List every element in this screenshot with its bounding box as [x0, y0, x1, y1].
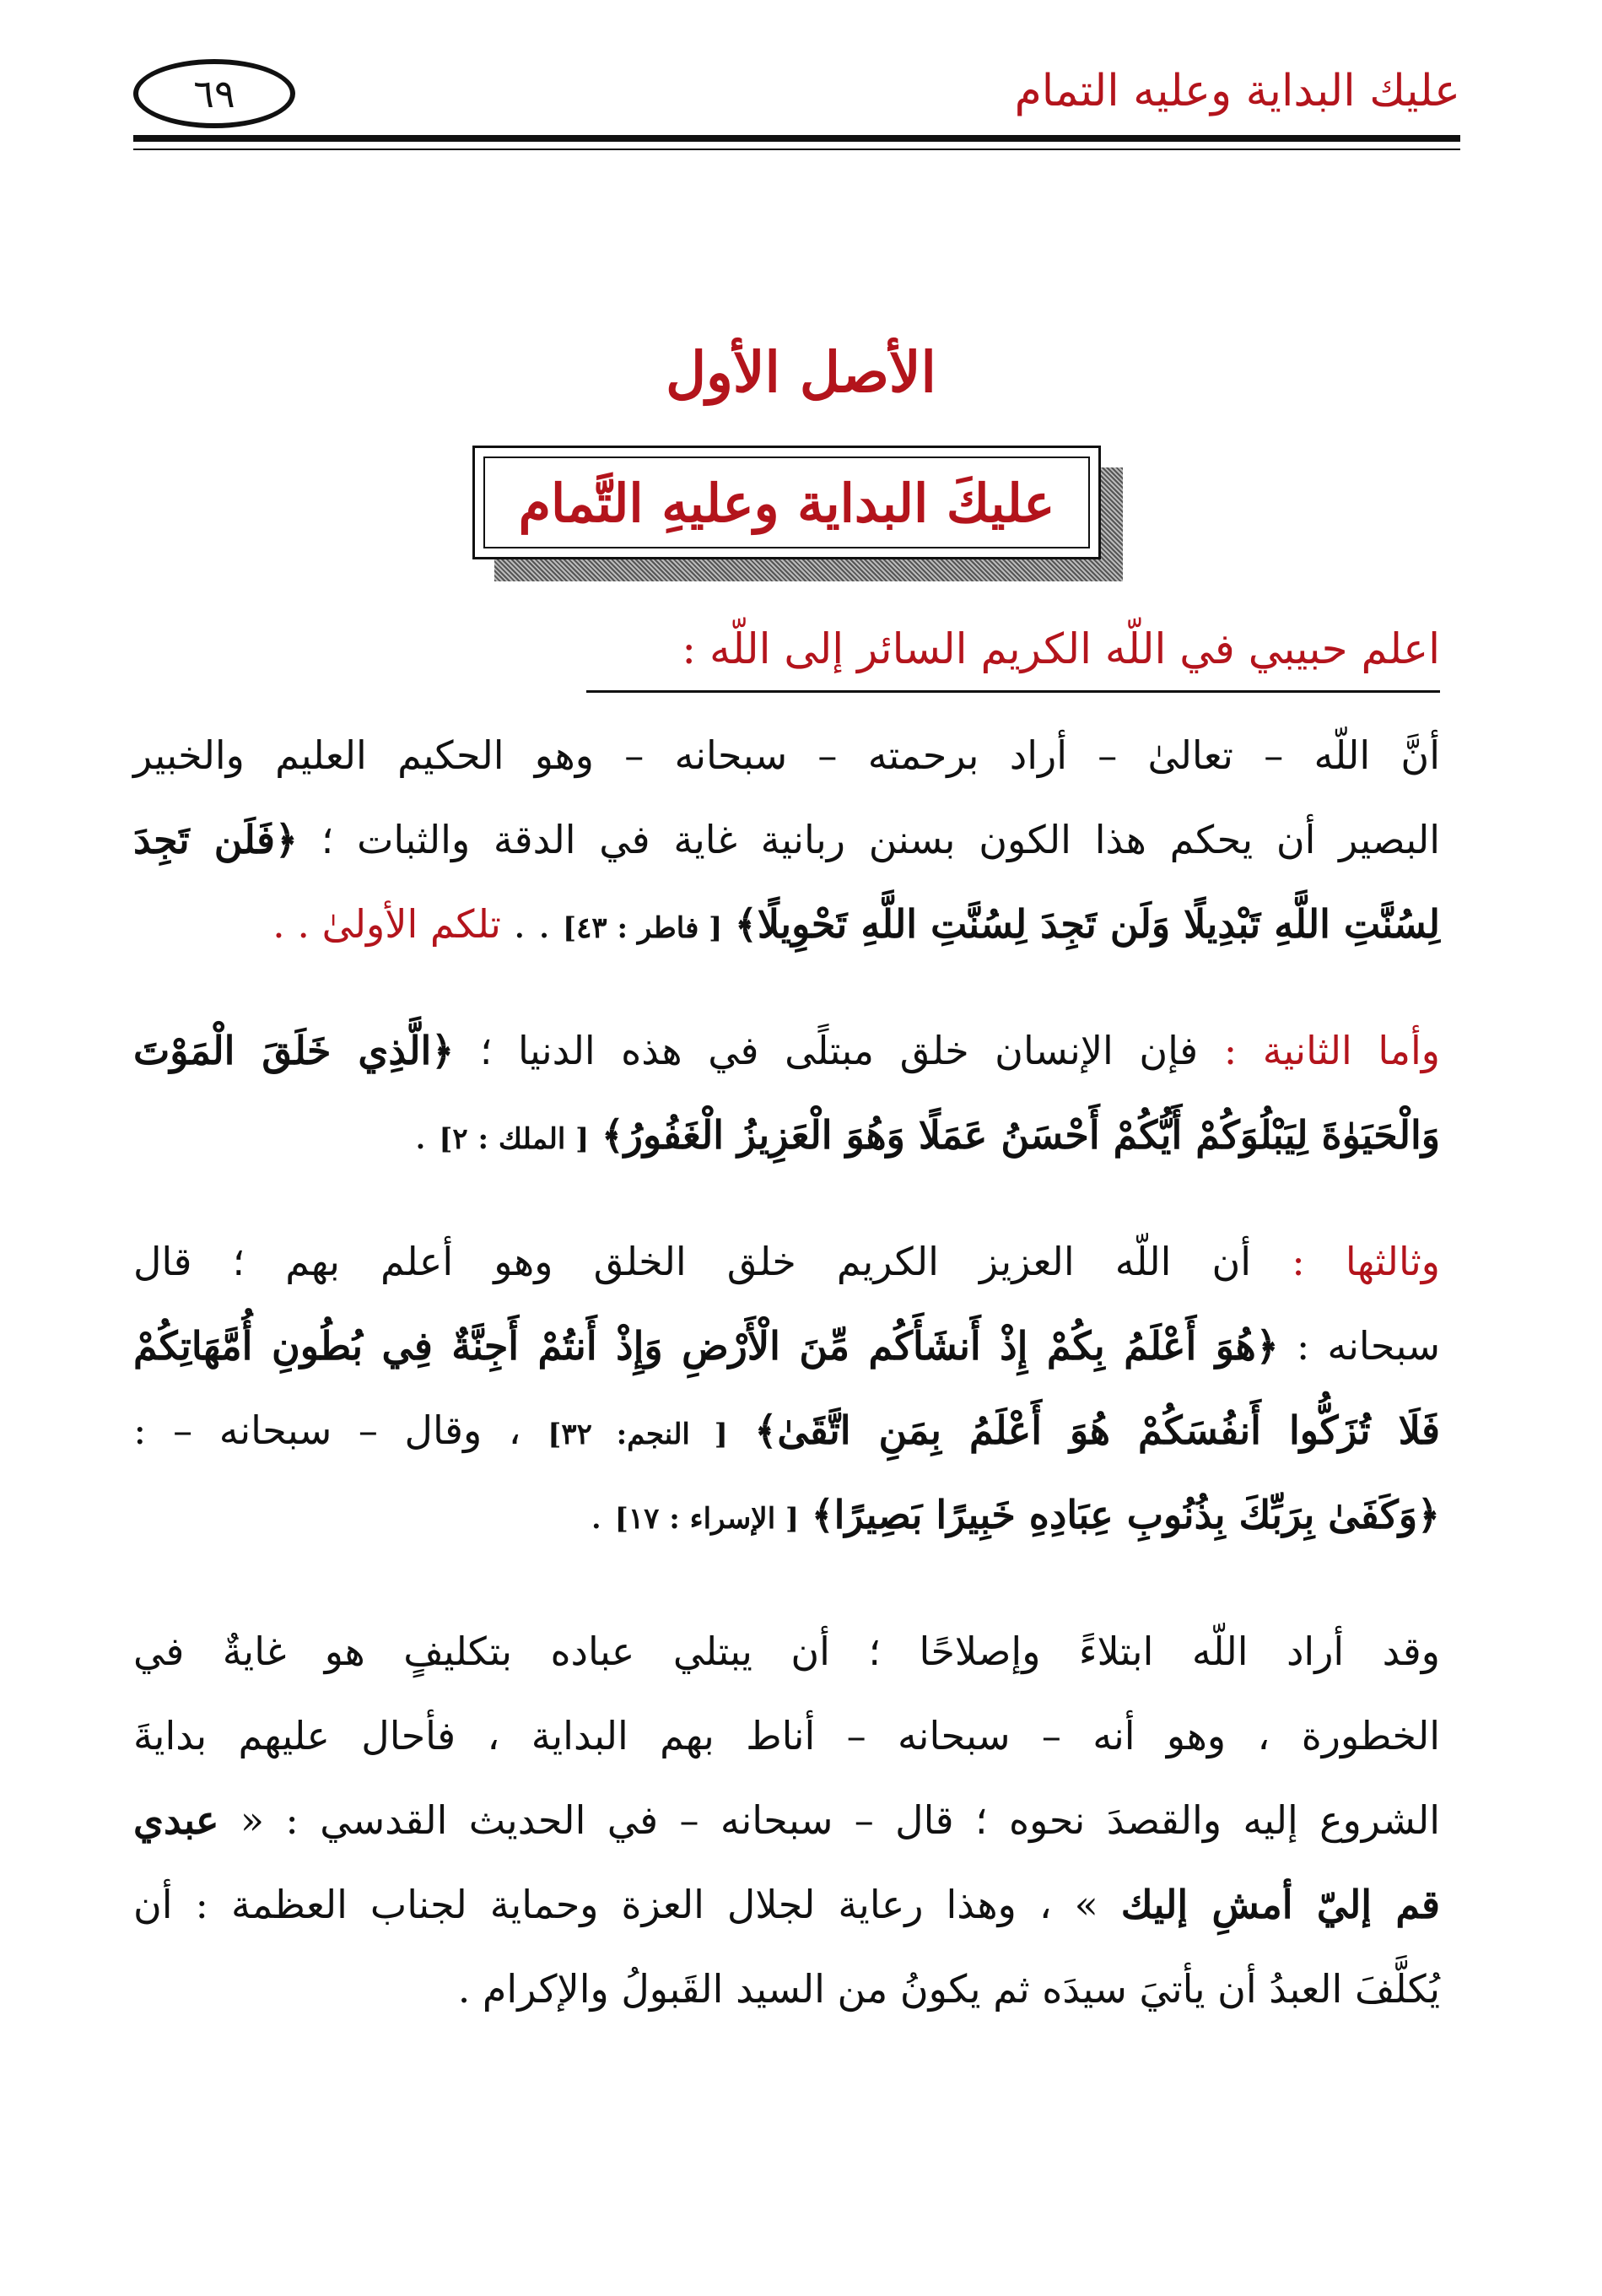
p3-line3-quran: فَلَا تُزَكُّوا أَنفُسَكُمْ هُوَ أَعْلَمُ بِمَنِ اتَّقَىٰ﴾: [754, 1407, 1440, 1453]
p1-line3-sep: . .: [513, 901, 564, 947]
running-title: عليك البداية وعليه التمام: [1014, 66, 1460, 116]
p1-line2-quran: ﴿فَلَن تَجِدَ: [133, 817, 298, 862]
p2-line2-quran: وَالْحَيَوٰةَ لِيَبْلُوَكُمْ أَيُّكُمْ أَحْسَنُ عَمَلًا وَهُوَ الْعَزِيزُ الْغَفُورُ﴾: [601, 1112, 1440, 1158]
p2-lead: وأما الثانية :: [1223, 1028, 1440, 1073]
p4-line3-bold: عبدي: [133, 1797, 219, 1843]
p4-line3-text: الشروع إليه والقصدَ نحوه ؛ قال – سبحانه – في الحديث القدسي : «: [240, 1797, 1441, 1843]
p3-line3-text: ، وقال – سبحانه – :: [133, 1407, 521, 1453]
p1-line2-text: البصير أن يحكم هذا الكون بسنن ربانية غاية في الدقة والثبات ؛: [321, 817, 1441, 862]
chapter-title-frame: [472, 446, 1101, 559]
p3-lead: وثالثها :: [1292, 1239, 1440, 1284]
p2-line2: [133, 1112, 1440, 1158]
p1-line3-ref: [ فاطر : ٤٣]: [563, 911, 723, 945]
chapter-label: الأصل الأول: [666, 339, 936, 405]
p4-line4-text: » ، وهذا رعاية لجلال العزة وحماية لجناب العظمة : أن: [133, 1882, 1098, 1927]
p4-line1: وقد أراد اللّه ابتلاءً وإصلاحًا ؛ أن يبتلي عباده بتكليفٍ هو غايةٌ في: [133, 1629, 1440, 1674]
p3-line4: [133, 1492, 1440, 1537]
p2-line2-end: .: [414, 1112, 440, 1158]
p1-line1: أنَّ اللّه – تعالىٰ – أراد برحمته – سبحانه – وهو الحكيم العليم والخبير: [133, 732, 1440, 778]
p2-line1-quran: ﴿الَّذِي خَلَقَ الْمَوْتَ: [133, 1028, 455, 1073]
page-number: ٦٩: [133, 59, 295, 128]
p4-line5: يُكلَّفَ العبدُ أن يأتيَ سيدَه ثم يكونُ من السيد القَبولُ والإكرام .: [457, 1966, 1440, 2012]
p1-line2: [133, 817, 1440, 862]
p4-line2: الخطورة ، وهو أنه – سبحانه – أناط بهم البداية ، فأحال عليهم بدايةَ: [133, 1713, 1440, 1758]
p3-line4-quran: ﴿وَكَفَىٰ بِرَبِّكَ بِذُنُوبِ عِبَادِهِ خَبِيرًا بَصِيرًا﴾: [811, 1492, 1440, 1537]
running-header: [133, 44, 1460, 135]
chapter-title: عليكَ البداية وعليهِ التَّمام: [483, 456, 1090, 548]
title-box: [472, 446, 1101, 559]
p3-line4-ref: [ الإسراء : ١٧]: [614, 1502, 800, 1536]
address-underline: [586, 690, 1440, 693]
header-rule-thick: [133, 135, 1460, 142]
p1-line3-quran: لِسُنَّتِ اللَّهِ تَبْدِيلًا وَلَن تَجِدَ لِسُنَّتِ اللَّهِ تَحْوِيلًا﴾: [734, 901, 1440, 947]
address-heading: اعلم حبيبي في اللّه الكريم السائر إلى اللّه :: [682, 624, 1440, 673]
p3-line4-end: .: [590, 1492, 615, 1537]
header-rule-thin: [133, 149, 1460, 150]
p3-line1-text: أن اللّه العزيز الكريم خلق الخلق وهو أعلم بهم ؛ قال: [133, 1239, 1252, 1284]
p1-line3: [133, 901, 1440, 947]
p4-line4: [133, 1882, 1440, 1927]
p2-line1-text: فإن الإنسان خلق مبتلًى في هذه الدنيا ؛: [479, 1028, 1199, 1073]
p3-line3: [133, 1407, 1440, 1453]
p3-line3-ref: [ النجم: ٣٢]: [547, 1418, 728, 1451]
p1-line3-red: تلكم الأولىٰ . .: [272, 901, 501, 947]
p4-line4-bold: قم إليّ أمشِ إليك: [1120, 1882, 1441, 1927]
p3-line1: [133, 1239, 1440, 1284]
p2-line2-ref: [ الملك : ٢]: [439, 1122, 590, 1156]
p4-line3: [133, 1797, 1440, 1843]
p3-line2: [133, 1323, 1440, 1369]
p2-line1: [133, 1028, 1440, 1073]
p3-line2-text: سبحانه :: [1296, 1323, 1441, 1369]
p3-line2-quran: ﴿هُوَ أَعْلَمُ بِكُمْ إِذْ أَنشَأَكُم مِّنَ الْأَرْضِ وَإِذْ أَنتُمْ أَجِنَّةٌ فِي بُطُونِ أُمَّهَاتِكُمْ: [133, 1323, 1279, 1369]
